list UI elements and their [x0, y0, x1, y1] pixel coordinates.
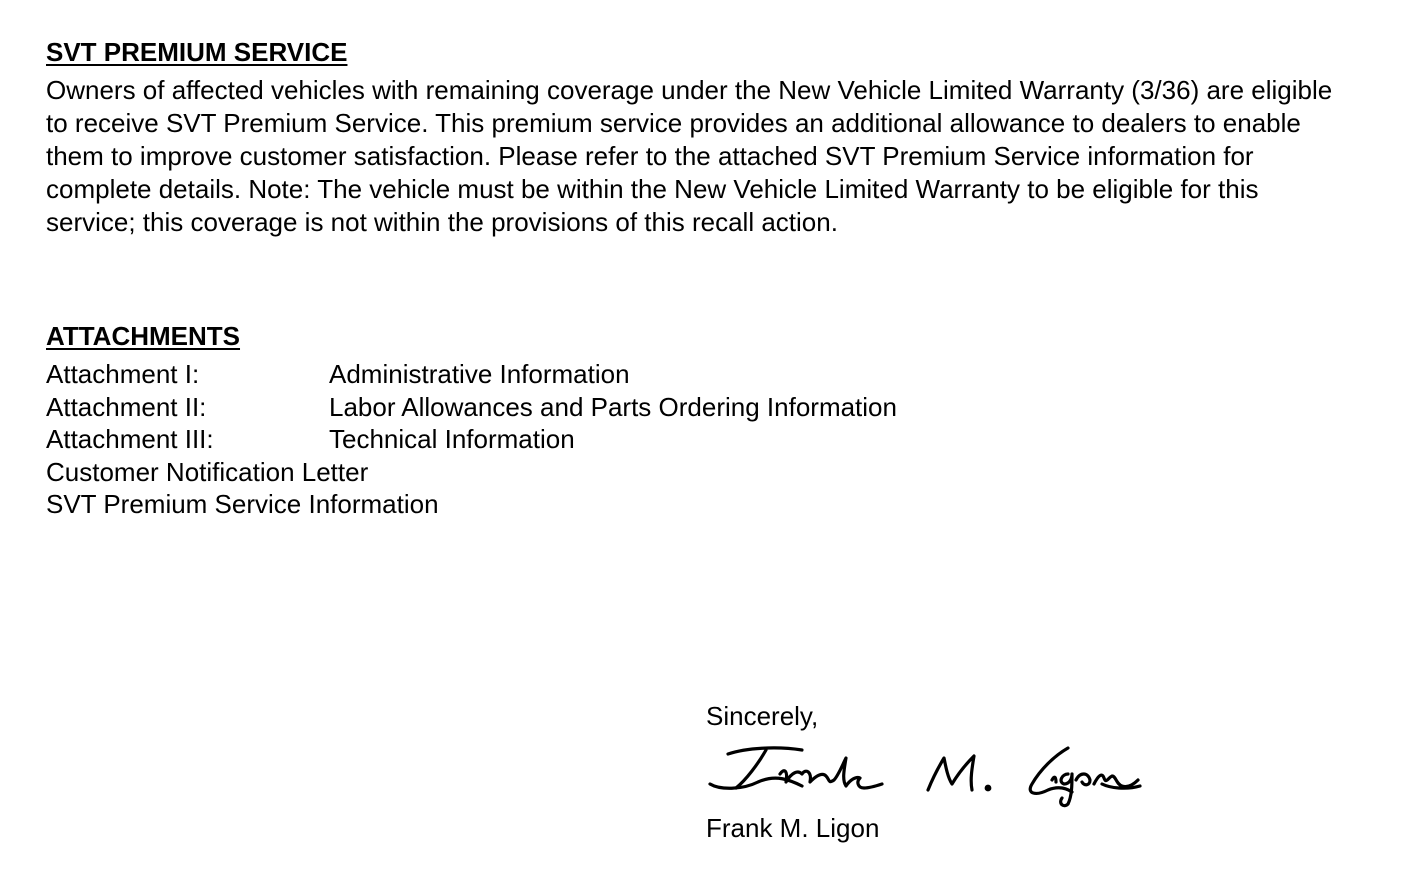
attachment-row — [46, 423, 897, 456]
closing-salutation: Sincerely, — [706, 701, 819, 731]
attachment-value: Administrative Information — [329, 359, 630, 389]
attachments-list — [46, 358, 897, 521]
attachment-row — [46, 391, 897, 424]
attachment-extra-item: Customer Notification Letter — [46, 456, 369, 487]
handwritten-signature — [706, 740, 1146, 812]
svt-premium-service-heading: SVT PREMIUM SERVICE — [46, 37, 348, 67]
signer-name: Frank M. Ligon — [706, 813, 880, 843]
attachment-value: Technical Information — [329, 424, 575, 454]
attachment-row — [46, 358, 897, 391]
attachment-extra-item: SVT Premium Service Information — [46, 489, 439, 519]
attachments-heading: ATTACHMENTS — [46, 321, 241, 351]
attachments-section — [46, 320, 897, 521]
attachment-label: Attachment I: — [46, 359, 200, 389]
attachment-label: Attachment III: — [46, 424, 214, 454]
svt-premium-service-paragraph: Owners of affected vehicles with remaining coverage under the New Vehicle Limited Warranty (3/36) are eligible to receive SVT Premium Service. This premium service provides an additional allowance to dealers to enable them to improve customer satisfaction. Please refer to the attached SVT Premium Service information for complete details. Note: The vehicle must be within the New Vehicle Limited Warranty to be eligible for this service; this coverage is not within the provisions of this recall action. — [46, 75, 1333, 237]
attachment-value: Labor Allowances and Parts Ordering Information — [329, 391, 897, 422]
document-body — [46, 36, 1366, 519]
attachment-label: Attachment II: — [46, 391, 207, 422]
